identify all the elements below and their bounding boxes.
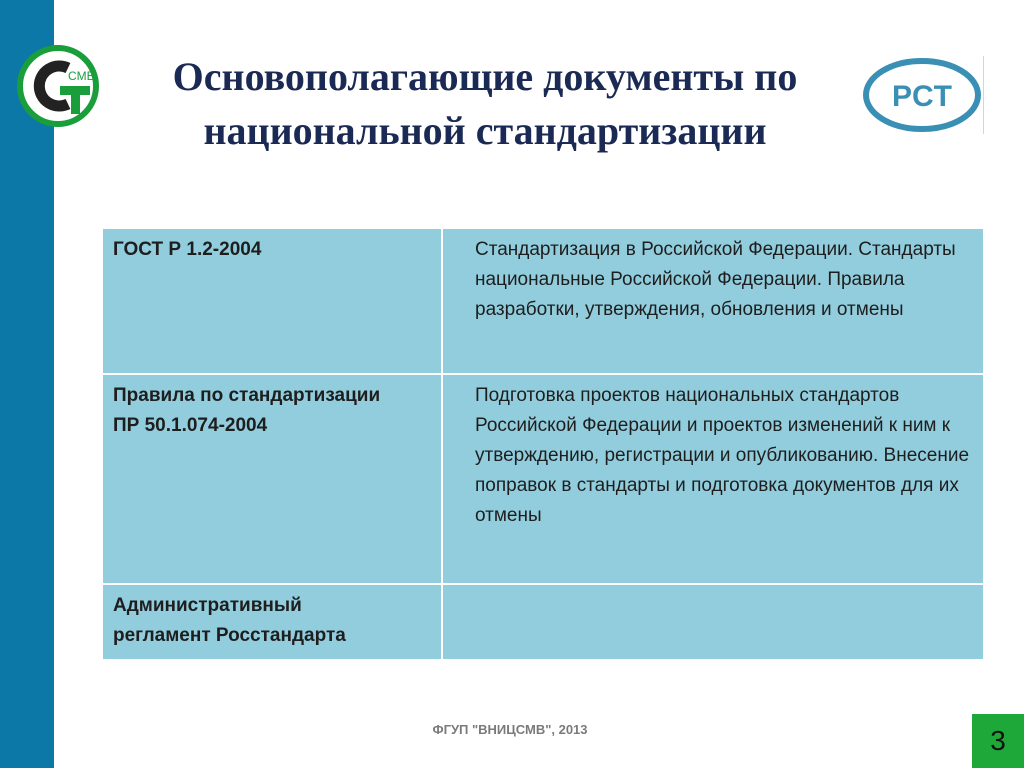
table-row — [102, 228, 984, 374]
title-line-2: национальной стандартизации — [203, 108, 767, 153]
table-row — [102, 584, 984, 660]
documents-table — [101, 227, 985, 661]
page-title — [110, 50, 860, 158]
table-row — [102, 374, 984, 584]
document-code — [102, 228, 442, 374]
document-code-line: ПР 50.1.074-2004 — [113, 415, 268, 436]
document-code — [102, 584, 442, 660]
document-code — [102, 374, 442, 584]
footer-copyright: ФГУП "ВНИЦСМВ", 2013 — [432, 722, 588, 737]
csmv-logo-icon — [16, 44, 100, 128]
document-description: Подготовка проектов национальных стандартов Российской Федерации и проектов изменений к ним к утверждению, регистрации и опубликованию. Внесение поправок в стандарты и подготовка документов для их отмены — [442, 374, 984, 584]
document-code-line: ГОСТ Р 1.2-2004 — [113, 239, 262, 260]
document-description: Стандартизация в Российской Федерации. Стандарты национальные Российской Федерации. Правила разработки, утверждения, обновления и отмены — [442, 228, 984, 374]
title-line-1: Основополагающие документы по — [172, 54, 798, 99]
page-number: 3 — [972, 714, 1024, 768]
pst-logo-icon — [862, 56, 984, 134]
document-code-line: Административный — [113, 595, 302, 616]
document-code-line: Правила по стандартизации — [113, 385, 381, 406]
document-description — [442, 584, 984, 660]
document-code-line: регламент Росстандарта — [113, 625, 346, 646]
svg-text:PCT: PCT — [892, 80, 952, 113]
svg-text:CMB: CMB — [68, 69, 95, 83]
